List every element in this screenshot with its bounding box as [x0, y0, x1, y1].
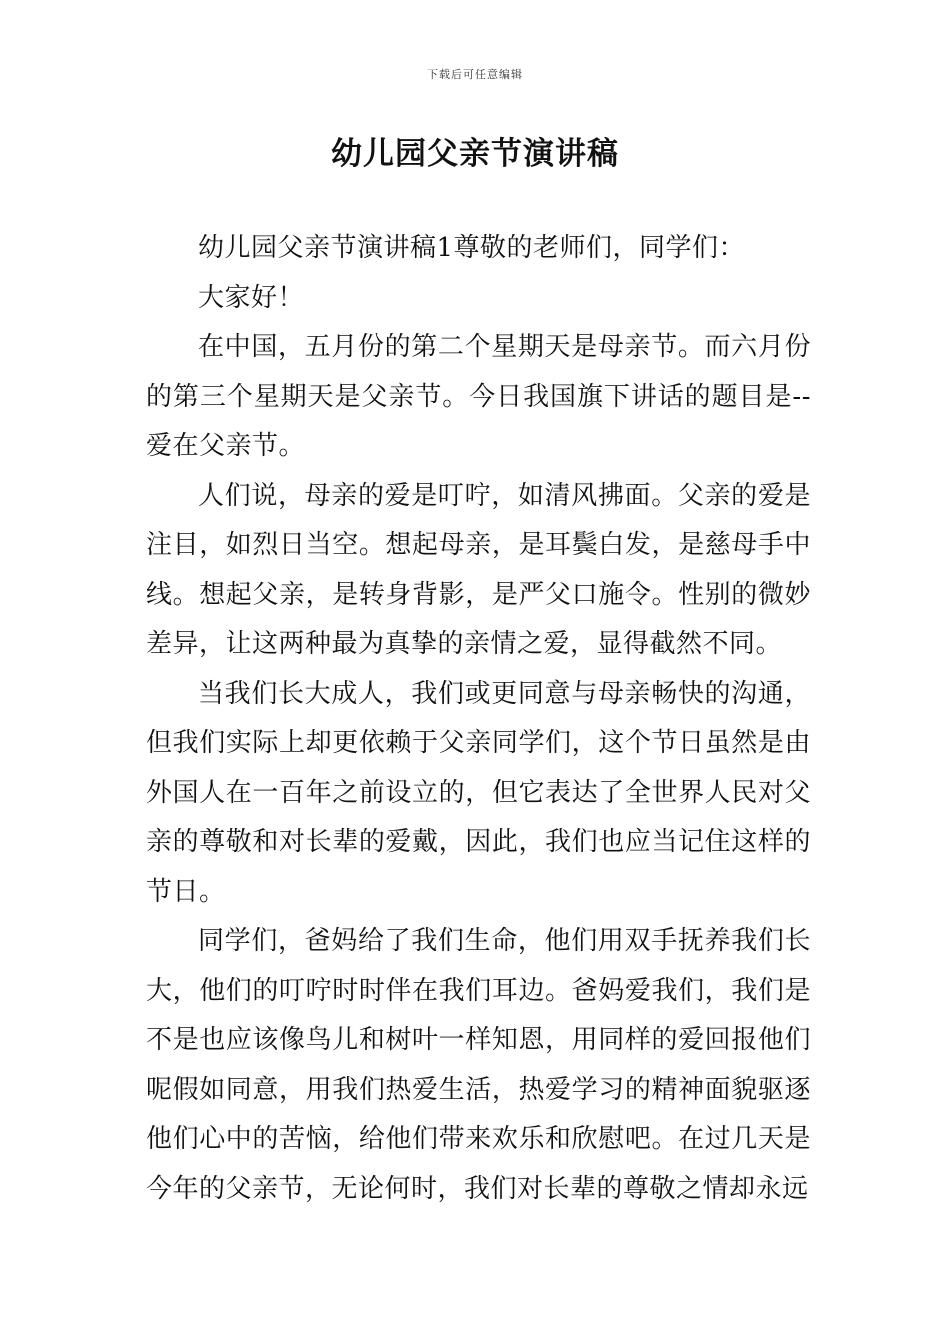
document-title: 幼儿园父亲节演讲稿 [331, 136, 619, 172]
paragraph: 同学们，爸妈给了我们生命，他们用双手抚养我们长大，他们的叮咛时时伴在我们耳边。爸妈爱我们，我们是不是也应该像鸟儿和树叶一样知恩，用同样的爱回报他们呢假如同意，用我们热爱生活，热爱学习的精神面貌驱逐他们心中的苦恼，给他们带来欢乐和欣慰吧。在过几天是今年的父亲节，无论何时，我们对长辈的尊敬之情却永远 [146, 926, 811, 1204]
paragraph: 当我们长大成人，我们或更同意与母亲畅快的沟通，但我们实际上却更依赖于父亲同学们，这个节日虽然是由外国人在一百年之前设立的，但它表达了全世界人民对父亲的尊敬和对长辈的爱戴，因此，我们也应当记住这样的节日。 [146, 678, 811, 907]
paragraph: 大家好！ [198, 282, 305, 313]
header-note: 下载后可任意编辑 [427, 68, 523, 81]
paragraph: 人们说，母亲的爱是叮咛，如清风拂面。父亲的爱是注目，如烈日当空。想起母亲，是耳鬓白发，是慈母手中线。想起父亲，是转身背影，是严父口施令。性别的微妙差异，让这两种最为真挚的亲情之爱，显得截然不同。 [146, 480, 811, 659]
document-body [146, 224, 811, 1214]
paragraph: 幼儿园父亲节演讲稿1尊敬的老师们，同学们： [198, 233, 746, 263]
paragraph: 在中国，五月份的第二个星期天是母亲节。而六月份的第三个星期天是父亲节。今日我国旗下讲话的题目是--爱在父亲节。 [146, 332, 811, 461]
